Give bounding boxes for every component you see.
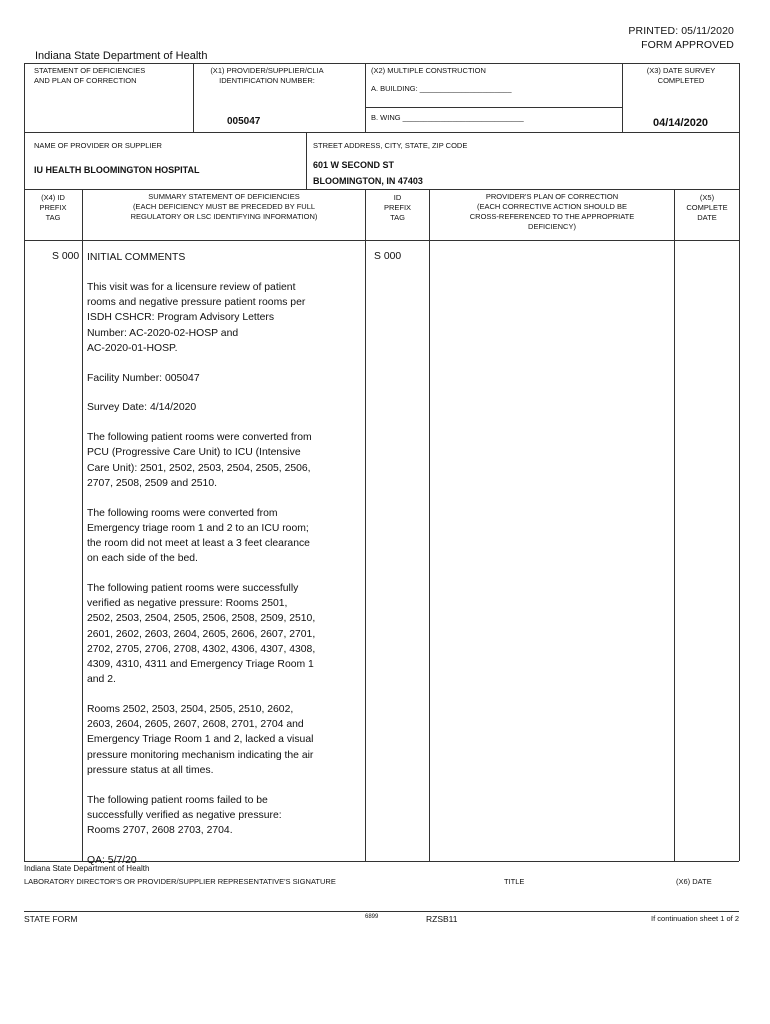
comment-paragraph: [87, 430, 363, 491]
address-line2: BLOOMINGTON, IN 47403: [313, 176, 423, 186]
comment-line: QA: 5/7/20: [87, 854, 137, 866]
event-id: RZSB11: [426, 914, 458, 924]
comment-line: Facility Number: 005047: [87, 372, 200, 384]
comment-line: the room did not meet at least a 3 feet clearance: [87, 538, 310, 550]
section-title: INITIAL COMMENTS: [87, 252, 186, 263]
provider-id: 005047: [227, 116, 261, 127]
signature-label: LABORATORY DIRECTOR'S OR PROVIDER/SUPPLIER REPRESENTATIVE'S SIGNATURE: [24, 877, 336, 886]
form-approved: FORM APPROVED: [641, 39, 734, 51]
comment-line: AC-2020-01-HOSP.: [87, 342, 178, 354]
x3-label: (X3) DATE SURVEY COMPLETED: [646, 66, 716, 85]
comment-paragraph: [87, 793, 363, 839]
comment-line: Rooms 2707, 2608 2703, 2704.: [87, 825, 233, 837]
comment-paragraph: [87, 371, 363, 386]
building-field: A. BUILDING: ______________________: [371, 84, 512, 93]
comment-line: Emergency triage room 1 and 2 to an ICU room;: [87, 522, 309, 534]
tag-right: S 000: [374, 251, 402, 262]
comment-paragraph: [87, 581, 363, 687]
comment-line: verified as negative pressure: Rooms 2501,: [87, 598, 288, 610]
comment-paragraph: [87, 702, 363, 778]
plan-header: PROVIDER'S PLAN OF CORRECTION (EACH CORRECTIVE ACTION SHOULD BE CROSS-REFERENCED TO THE APPROPRIATE DEFICIENCY): [469, 192, 635, 231]
form-code: 6899: [365, 914, 379, 920]
x2-label: (X2) MULTIPLE CONSTRUCTION: [371, 66, 486, 75]
title-label: TITLE: [504, 877, 525, 886]
comment-line: and 2.: [87, 674, 116, 686]
comment-line: Emergency Triage Room 1 and 2, lacked a visual: [87, 734, 314, 746]
wing-field: B. WING _____________________________: [371, 113, 524, 122]
comments-body: [87, 280, 363, 883]
comment-line: The following patient rooms failed to be: [87, 794, 268, 806]
provider-name-label: NAME OF PROVIDER OR SUPPLIER: [34, 141, 162, 150]
footer-agency: Indiana State Department of Health: [24, 864, 150, 873]
comment-line: on each side of the bed.: [87, 553, 198, 565]
x1-label: (X1) PROVIDER/SUPPLIER/CLIA IDENTIFICATION NUMBER:: [210, 66, 324, 85]
statement-label: STATEMENT OF DEFICIENCIES AND PLAN OF CORRECTION: [34, 66, 146, 85]
comment-line: This visit was for a licensure review of patient: [87, 282, 296, 293]
tag-left: S 000: [52, 251, 80, 262]
printed-date: PRINTED: 05/11/2020: [628, 25, 734, 37]
address-line1: 601 W SECOND ST: [313, 160, 395, 170]
comment-line: Care Unit): 2501, 2502, 2503, 2504, 2505, 2506,: [87, 462, 311, 474]
comment-line: 4309, 4310, 4311 and Emergency Triage Room 1: [87, 659, 314, 671]
comment-line: PCU (Progressive Care Unit) to ICU (Intensive: [87, 447, 301, 459]
comment-line: Survey Date: 4/14/2020: [87, 402, 197, 414]
comment-line: ISDH CSHCR: Program Advisory Letters: [87, 312, 275, 324]
summary-header: SUMMARY STATEMENT OF DEFICIENCIES (EACH DEFICIENCY MUST BE PRECEDED BY FULL REGULATORY OR LSC IDENTIFYING INFORMATION): [130, 192, 318, 221]
comment-line: 2603, 2604, 2605, 2607, 2608, 2701, 2704 and: [87, 719, 304, 731]
comment-line: 2502, 2503, 2504, 2505, 2506, 2508, 2509, 2510,: [87, 613, 316, 625]
address-label: STREET ADDRESS, CITY, STATE, ZIP CODE: [313, 141, 468, 150]
comment-line: The following patient rooms were converted from: [87, 432, 312, 444]
address: [313, 157, 423, 189]
comment-line: pressure monitoring mechanism indicating the air: [87, 749, 314, 761]
x6-date-label: (X6) DATE: [676, 877, 712, 886]
comment-line: pressure status at all times.: [87, 764, 214, 776]
x4-header: (X4) ID PREFIX TAG: [39, 193, 67, 222]
comment-line: 2601, 2602, 2603, 2604, 2605, 2606, 2607, 2701,: [87, 628, 316, 640]
comment-line: successfully verified as negative pressure:: [87, 809, 282, 821]
comment-paragraph: [87, 400, 363, 415]
comment-line: The following patient rooms were successfully: [87, 583, 299, 595]
comment-line: The following rooms were converted from: [87, 507, 278, 519]
comment-line: 2707, 2508, 2509 and 2510.: [87, 477, 218, 489]
comment-paragraph: [87, 280, 363, 356]
provider-name: IU HEALTH BLOOMINGTON HOSPITAL: [34, 165, 200, 175]
comment-line: rooms and negative pressure patient rooms per: [87, 297, 306, 309]
comment-paragraph: [87, 506, 363, 567]
id-header: ID PREFIX TAG: [383, 193, 412, 222]
continuation-sheet: If continuation sheet 1 of 2: [651, 914, 739, 923]
state-form-label: STATE FORM: [24, 914, 78, 924]
print-info: [628, 24, 734, 52]
survey-date: 04/14/2020: [653, 117, 709, 129]
x5-header: (X5) COMPLETE DATE: [686, 193, 728, 222]
agency-title: Indiana State Department of Health: [35, 50, 208, 62]
comment-line: 2702, 2705, 2706, 2708, 4302, 4306, 4307, 4308,: [87, 643, 316, 655]
comment-line: Number: AC-2020-02-HOSP and: [87, 327, 239, 339]
comment-line: Rooms 2502, 2503, 2504, 2505, 2510, 2602,: [87, 704, 294, 716]
